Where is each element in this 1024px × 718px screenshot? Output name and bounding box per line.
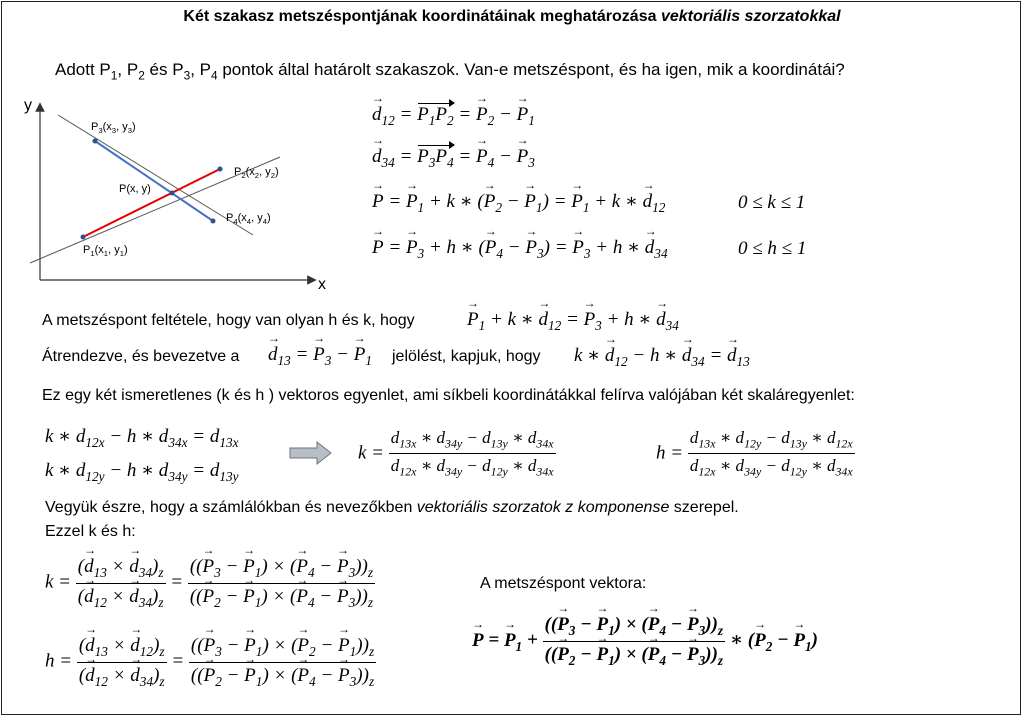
title-text: Két szakasz metszéspontjának koordinátáinak meghatározása	[183, 8, 661, 25]
slide-title	[0, 8, 1024, 26]
eq-d34: → $d_{34} = P_3P_4$ = → $P_4$ − → $P_3$	[372, 146, 535, 171]
intro-text: Adott $P_1$, $P_2$ és $P_3$, $P_4$ pontok által határolt szakaszok. Van-e metszéspont, és ha igen, mik a koordinátái?	[55, 60, 845, 83]
condition-text: A metszéspont feltétele, hogy van olyan h és k, hogy	[42, 312, 415, 329]
with-k-h-text: Ezzel k és h:	[45, 523, 136, 540]
point-p	[170, 191, 175, 196]
vector-label: A metszéspont vektora:	[480, 575, 647, 592]
two-unknowns-text: Ez egy két ismeretlenes (k és h ) vektoros egyenlet, ami síkbeli koordinátákkal felírva valójában két skaláregyenlet:	[42, 387, 855, 404]
eq-k-solution: k = $\frac{d_{13x} ∗ d_{34y} - d_{13y} ∗ d_{34x}}{d_{12x} ∗ d_{34y} - d_{12y} ∗ d_{34x}}$	[358, 428, 554, 479]
eq-h-range: 0 ≤ h ≤ 1	[738, 238, 807, 259]
rearrange-text-b: jelölést, kapjuk, hogy	[392, 348, 541, 365]
eq-p-k: → P = → $P_1 + k$ ∗ (→ $P_2$ − → $P_1$) = → $P_1 + k$ ∗ → $d_{12}$	[372, 190, 665, 216]
label-p3: $P_3(x_3$, $y_3$)	[91, 121, 136, 136]
label-p1: $P_1(x_1$, $y_1$)	[83, 244, 128, 259]
eq-k-cross: k = $\frac{(\to d_{13} \times \to d_{34})_z}{(\to d_{12} \times \to d_{34})_z}$ = $\frac{((\to P_3 - \to P_1) \times (\to P_4 - \to P_3))_z}{((\to P_2 - \to P_1) \times (\to P_4 - \to P_3))_z}$	[45, 556, 375, 611]
eq-intersection-vector: → P = → $P_1$ + $\frac{((\to P_3 - \to P_1) \times (\to P_4 - \to P_3))_z}{((\to P_2 - \to P_1) \times (\to P_4 - \to P_3))_z}$ ∗ (→ $P_2$ − → $P_1$)	[472, 614, 818, 669]
eq-scalar-x: k ∗ $d_{12x} - h$ ∗ $d_{34x} = d_{13x}$	[45, 426, 239, 450]
eq-h-solution: h = $\frac{d_{13x} ∗ d_{12y} - d_{13y} ∗ d_{12x}}{d_{12x} ∗ d_{34y} - d_{12y} ∗ d_{34x}}$	[656, 428, 853, 479]
eq-p-h: → P = → $P_3 + h$ ∗ (→ $P_4$ − → $P_3$) = → $P_3 + h$ ∗ → $d_{34}$	[372, 236, 668, 262]
line-34-extended	[58, 115, 253, 235]
eq-condition: → $P_1 + k$ ∗ → $d_{12}$ = → $P_3 + h$ ∗ → $d_{34}$	[467, 308, 679, 334]
eq-k-range: 0 ≤ k ≤ 1	[738, 192, 806, 213]
point-p2	[218, 167, 223, 172]
label-p4: $P_4(x_4$, $y_4$)	[226, 212, 271, 227]
label-p: P(x, y)	[119, 183, 151, 195]
segment-diagram	[20, 95, 340, 295]
eq-rearranged: k ∗ → $d_{12} - h$ ∗ → $d_{34}$ = → $d_{13}$	[574, 344, 750, 370]
implies-arrow	[289, 440, 333, 466]
rearrange-text-a: Átrendezve, és bevezetve a	[42, 348, 240, 365]
notice-text: Vegyük észre, hogy a számlálókban és nevezőkben vektoriális szorzatok z komponense szerepel.	[45, 499, 739, 516]
title-italic: vektoriális szorzatokkal	[660, 8, 841, 25]
point-p1	[81, 235, 86, 240]
point-p4	[211, 219, 216, 224]
eq-d13: → $d_{13}$ = → $P_3$ − → $P_1$	[268, 344, 372, 369]
eq-h-cross: h = $\frac{(\to d_{13} \times \to d_{12})_z}{(\to d_{12} \times \to d_{34})_z}$ = $\frac{((\to P_3 - \to P_1) \times (\to P_2 - \to P_1))_z}{((\to P_2 - \to P_1) \times (\to P_4 - \to P_3))_z}$	[45, 635, 376, 690]
label-p2: $P_2(x_2$, $y_2$)	[234, 166, 279, 181]
point-p3	[93, 139, 98, 144]
y-axis-label: y	[24, 97, 32, 114]
x-axis-label: x	[318, 276, 326, 293]
eq-d12: → $d_{12} = P_1P_2$ = → $P_2$ − → $P_1$	[372, 104, 535, 129]
eq-scalar-y: k ∗ $d_{12y} - h$ ∗ $d_{34y} = d_{13y}$	[45, 460, 239, 484]
